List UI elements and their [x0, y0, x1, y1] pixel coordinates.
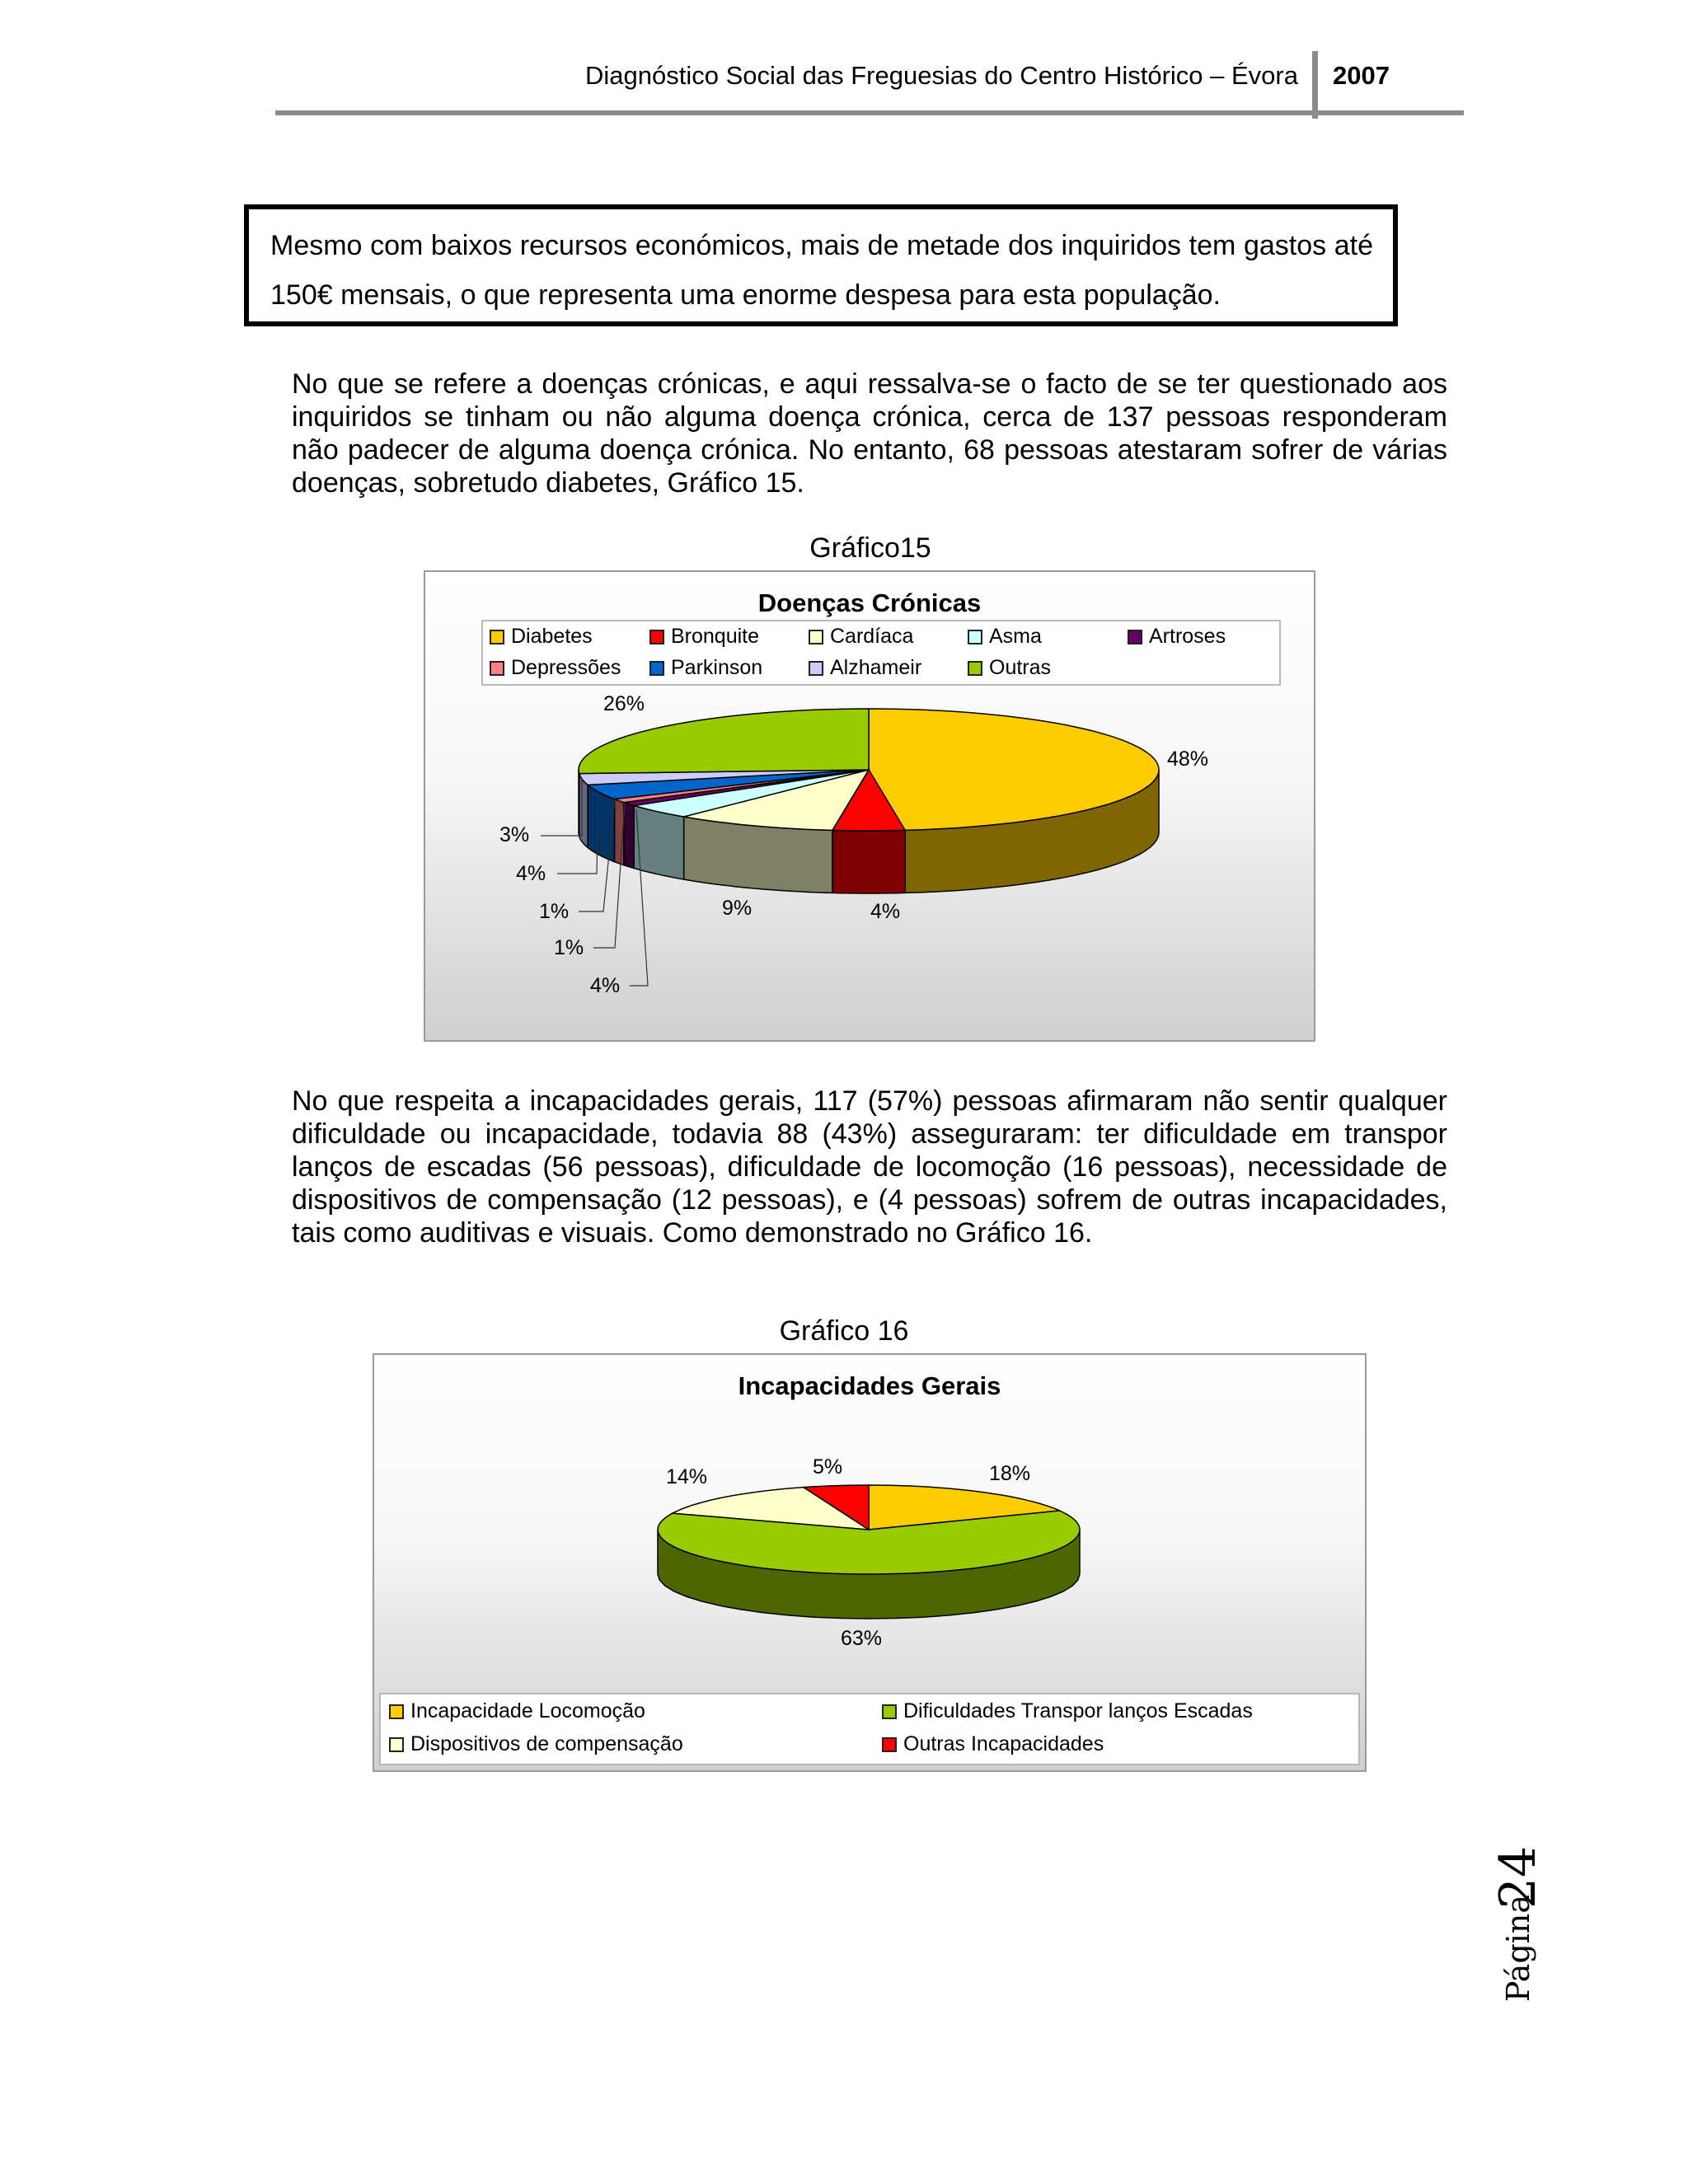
- data-label: 9%: [722, 897, 753, 920]
- legend-label: Asma: [989, 625, 1042, 648]
- body-paragraph-2: [292, 1085, 1447, 1249]
- legend-label: Cardíaca: [830, 625, 914, 648]
- legend-label: Alzhameir: [830, 656, 922, 679]
- running-header-year: 2007: [1333, 61, 1390, 90]
- legend-item: [882, 1732, 1104, 1756]
- data-label: 26%: [603, 692, 645, 715]
- leader-line: [541, 778, 582, 836]
- highlight-box: [244, 204, 1398, 326]
- pie-slice-side-asma: [634, 806, 683, 880]
- header-rule: [275, 110, 1464, 115]
- legend-item: [389, 1732, 683, 1756]
- legend-swatch: [882, 1704, 897, 1719]
- running-header-title: Diagnóstico Social das Freguesias do Centro Histórico – Évora: [585, 61, 1298, 90]
- paragraph-text: No que respeita a incapacidades gerais, 117 (57%) pessoas afirmaram não sentir qualquer dificuldade ou incapacidade, todavia 88 (43%) asseguraram: ter dificuldade em transpor lanços de escadas (56 pessoas), dificuldade de locomoção (16 pessoas), necessidade de dispositivos de compensação (12 pessoas), e (4 pessoas) sofrem de outras incapacidades, tais como auditivas e visuais. Como demonstrado no Gráfico 16.: [292, 1085, 1447, 1249]
- data-label: 63%: [841, 1627, 883, 1650]
- legend-swatch: [389, 1737, 404, 1752]
- figure-16-caption: Gráfico 16: [779, 1315, 909, 1347]
- data-label: 4%: [870, 900, 901, 923]
- data-label: 3%: [499, 823, 530, 846]
- pie-slice-side-bronquite: [832, 830, 905, 893]
- chart-title: Doenças Crónicas: [757, 588, 982, 617]
- paragraph-text: No que se refere a doenças crónicas, e aqui ressalva-se o facto de se ter questionado aos inquiridos se tinham ou não alguma doença crónica, cerca de 137 pessoas responderam não padecer de alguma doença crónica. No entanto, 68 pessoas atestaram sofrer de várias doenças, sobretudo diabetes, Gráfico 15.: [292, 368, 1447, 499]
- legend-label: Dificuldades Transpor lanços Escadas: [903, 1699, 1253, 1722]
- pie-chart-15: [425, 572, 1314, 1040]
- legend-label: Diabetes: [511, 625, 593, 648]
- pie-slice-outras: [579, 709, 869, 774]
- data-label: 4%: [516, 862, 546, 885]
- chart-legend: [379, 1693, 1360, 1765]
- legend-swatch: [389, 1704, 404, 1719]
- figure-15-caption: Gráfico15: [809, 532, 931, 564]
- data-label: 1%: [539, 900, 570, 923]
- body-paragraph-1: [292, 368, 1447, 499]
- page-number-value: 24: [1489, 1845, 1547, 1910]
- legend-label: Outras Incapacidades: [903, 1732, 1104, 1755]
- legend-item: [389, 1699, 645, 1723]
- legend-label: Outras: [989, 656, 1052, 679]
- data-label: 14%: [666, 1465, 708, 1488]
- chart-doencas-cronicas: [424, 570, 1315, 1042]
- legend-label: Bronquite: [671, 625, 760, 648]
- chart-title: Incapacidades Gerais: [738, 1371, 1001, 1400]
- data-label: 4%: [590, 974, 621, 997]
- page-word: Página: [1500, 1894, 1536, 2003]
- legend-label: Dispositivos de compensação: [410, 1732, 683, 1755]
- page-number: [1489, 1835, 1547, 2003]
- data-label: 48%: [1167, 748, 1209, 771]
- pie-slice-side-artroses: [624, 803, 634, 869]
- legend-label: Parkinson: [671, 656, 763, 679]
- legend-label: Artroses: [1149, 625, 1226, 648]
- data-label: 1%: [554, 936, 584, 959]
- data-label: 5%: [813, 1455, 843, 1479]
- legend-swatch: [882, 1737, 897, 1752]
- chart-incapacidades-gerais: [373, 1353, 1367, 1772]
- header-divider: [1312, 51, 1318, 119]
- highlight-text: Mesmo com baixos recursos económicos, mais de metade dos inquiridos tem gastos até 150€ mensais, o que representa uma enorme despesa para esta população.: [270, 230, 1373, 311]
- legend-label: Incapacidade Locomoção: [410, 1699, 645, 1722]
- legend-item: [882, 1699, 1253, 1723]
- legend-label: Depressões: [511, 656, 621, 679]
- data-label: 18%: [989, 1462, 1031, 1485]
